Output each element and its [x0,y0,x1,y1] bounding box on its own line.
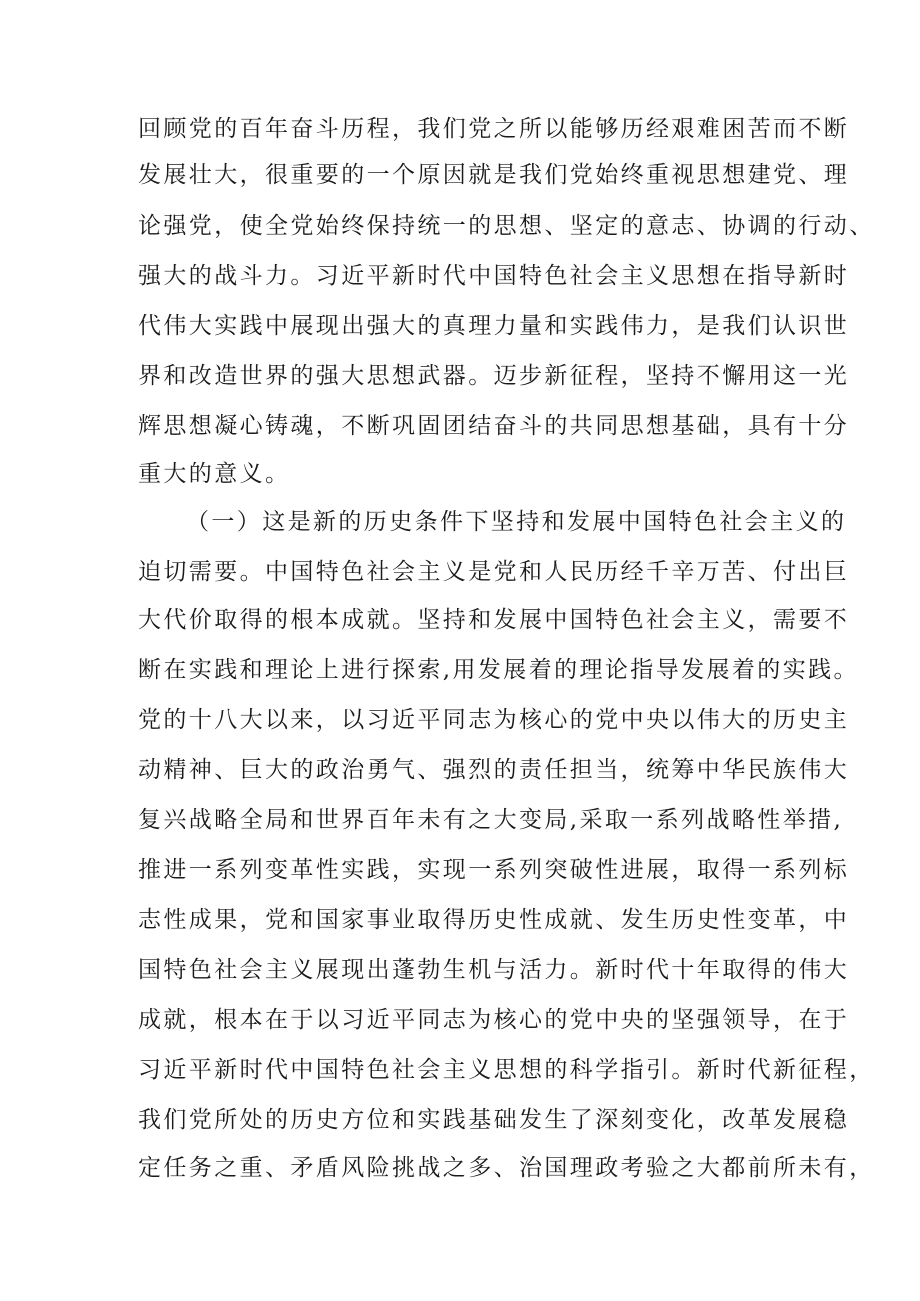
text-line: 论强党，使全党始终保持统一的思想、坚定的意志、协调的行动、 [138,213,875,239]
text-line: 界和改造世界的强大思想武器。迈步新征程，坚持不懈用这一光 [138,363,850,389]
text-line: 党的十八大以来，以习近平同志为核心的党中央以伟大的历史主 [138,707,850,733]
text-line: 动精神、巨大的政治勇气、强烈的责任担当，统筹中华民族伟大 [138,757,850,783]
text-line: 复兴战略全局和世界百年未有之大变局,采取一系列战略性举措, [138,807,844,833]
text-line: 成就，根本在于以习近平同志为核心的党中央的坚强领导，在于 [138,1007,850,1033]
text-line: 习近平新时代中国特色社会主义思想的科学指引。新时代新征程， [138,1057,875,1083]
text-line: 国特色社会主义展现出蓬勃生机与活力。新时代十年取得的伟大 [138,957,850,983]
text-line: （一）这是新的历史条件下坚持和发展中国特色社会主义的 [186,509,847,535]
text-line: 回顾党的百年奋斗历程，我们党之所以能够历经艰难困苦而不断 [138,116,850,142]
text-line: 辉思想凝心铸魂，不断巩固团结奋斗的共同思想基础，具有十分 [138,413,850,439]
text-line: 代伟大实践中展现出强大的真理力量和实践伟力，是我们认识世 [138,313,850,339]
text-line: 大代价取得的根本成就。坚持和发展中国特色社会主义，需要不 [138,607,850,633]
text-line: 我们党所处的历史方位和实践基础发生了深刻变化，改革发展稳 [138,1107,850,1133]
text-line: 发展壮大，很重要的一个原因就是我们党始终重视思想建党、理 [138,162,850,188]
text-line: 强大的战斗力。习近平新时代中国特色社会主义思想在指导新时 [138,263,850,289]
text-line: 推进一系列变革性实践，实现一系列突破性进展，取得一系列标 [138,857,850,883]
text-line: 志性成果，党和国家事业取得历史性成就、发生历史性变革，中 [138,907,850,933]
text-line: 定任务之重、矛盾风险挑战之多、治国理政考验之大都前所未有， [138,1155,875,1181]
text-line: 迫切需要。中国特色社会主义是党和人民历经千辛万苦、付出巨 [138,559,850,585]
text-line: 重大的意义。 [138,461,291,487]
text-line: 断在实践和理论上进行探索,用发展着的理论指导发展着的实践。 [138,657,859,683]
